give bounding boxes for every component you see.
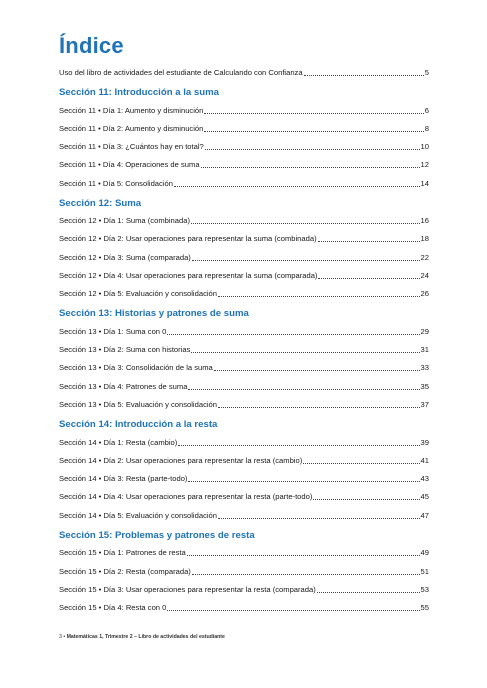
spacer [59, 226, 429, 234]
spacer [59, 373, 429, 381]
toc-entry-title: Sección 14 • Día 3: Resta (parte-todo) [59, 474, 188, 484]
spacer [59, 299, 429, 308]
toc-entry[interactable] [59, 216, 429, 226]
toc-entry-title: Sección 13 • Día 4: Patrones de suma [59, 381, 188, 391]
toc-entry-page-number: 41 [420, 455, 429, 465]
toc-entry-page-number: 24 [420, 271, 429, 281]
toc-entry-title: Sección 11 • Día 4: Operaciones de suma [59, 160, 200, 170]
toc-entry[interactable] [59, 382, 429, 392]
toc-entry-page-number: 33 [420, 363, 429, 373]
table-of-contents [59, 58, 429, 613]
toc-entry[interactable] [59, 603, 429, 613]
dot-leader [192, 253, 420, 261]
toc-entry[interactable] [59, 567, 429, 577]
toc-entry-page-number: 49 [420, 548, 429, 558]
toc-entry-page-number: 55 [420, 603, 429, 613]
toc-entry-page-number: 5 [424, 68, 429, 77]
spacer [59, 577, 429, 585]
spacer [59, 78, 429, 87]
toc-entry-title: Sección 12 • Día 4: Usar operaciones para representar la suma (comparada) [59, 271, 318, 281]
toc-entry-title: Sección 12 • Día 1: Suma (combinada) [59, 216, 190, 226]
toc-entry-title: Sección 14 • Día 4: Usar operaciones para representar la resta (parte-todo) [59, 492, 313, 502]
toc-entry[interactable] [59, 179, 429, 189]
toc-entry-title: Sección 11 • Día 5: Consolidación [59, 178, 173, 188]
toc-entry-title: Sección 13 • Día 3: Consolidación de la suma [59, 363, 213, 373]
toc-entry-title: Sección 15 • Día 2: Resta (comparada) [59, 566, 191, 576]
dot-leader [214, 363, 420, 371]
dot-leader [304, 68, 424, 76]
toc-entry-page-number: 37 [420, 400, 429, 410]
toc-entry-title: Sección 14 • Día 5: Evaluación y consolidación [59, 510, 218, 520]
toc-entry-title: Sección 12 • Día 5: Evaluación y consolidación [59, 289, 218, 299]
toc-entry[interactable] [59, 548, 429, 558]
toc-entry-page-number: 26 [420, 289, 429, 299]
dot-leader [167, 603, 419, 611]
toc-entry-page-number: 16 [420, 216, 429, 226]
toc-entry[interactable] [59, 271, 429, 281]
spacer [59, 337, 429, 345]
spacer [59, 152, 429, 160]
toc-entry-page-number: 53 [420, 584, 429, 594]
toc-entry-page-number: 39 [420, 437, 429, 447]
toc-entry-page-number: 35 [420, 381, 429, 391]
dot-leader [218, 511, 420, 519]
toc-entry[interactable] [59, 363, 429, 373]
dot-leader [188, 474, 419, 482]
spacer [59, 448, 429, 456]
spacer [59, 116, 429, 124]
toc-entry[interactable] [59, 474, 429, 484]
spacer [59, 521, 429, 530]
section-heading: Sección 12: Suma [59, 197, 142, 209]
dot-leader [191, 345, 419, 353]
toc-entry-title: Sección 15 • Día 3: Usar operaciones para representar la resta (comparada) [59, 584, 316, 594]
dot-leader [317, 585, 420, 593]
dot-leader [192, 567, 420, 575]
toc-entry-page-number: 6 [424, 105, 429, 115]
page-footer [59, 634, 225, 640]
toc-entry-title: Sección 13 • Día 1: Suma con 0 [59, 326, 167, 336]
dot-leader [178, 438, 419, 446]
toc-entry-title: Sección 14 • Día 1: Resta (cambio) [59, 437, 178, 447]
spacer [59, 134, 429, 142]
toc-entry[interactable] [59, 511, 429, 521]
dot-leader [167, 327, 419, 335]
dot-leader [191, 216, 420, 224]
dot-leader [205, 142, 420, 150]
dot-leader [318, 271, 419, 279]
spacer [59, 263, 429, 271]
toc-page [59, 34, 429, 613]
toc-entry[interactable] [59, 492, 429, 502]
spacer [59, 281, 429, 289]
toc-entry[interactable] [59, 142, 429, 152]
toc-entry-title: Sección 14 • Día 2: Usar operaciones para representar la resta (cambio) [59, 455, 303, 465]
toc-entry-title: Sección 11 • Día 1: Aumento y disminución [59, 105, 204, 115]
section-heading: Sección 15: Problemas y patrones de resta [59, 529, 255, 541]
section-heading: Sección 13: Historias y patrones de suma [59, 308, 249, 320]
spacer [59, 392, 429, 400]
dot-leader [188, 382, 419, 390]
toc-entry-title: Sección 11 • Día 2: Aumento y disminución [59, 123, 204, 133]
footer-text: Matemáticas 1, Trimestre 2 – Libro de actividades del estudiante [66, 634, 225, 640]
spacer [59, 410, 429, 419]
dot-leader [204, 106, 423, 114]
toc-entry-page-number: 14 [420, 178, 429, 188]
dot-leader [318, 234, 420, 242]
toc-entry-title: Sección 15 • Día 1: Patrones de resta [59, 548, 186, 558]
toc-entry-title: Sección 13 • Día 2: Suma con historias [59, 345, 191, 355]
dot-leader [174, 179, 420, 187]
spacer [59, 58, 429, 68]
toc-entry-page-number: 12 [420, 160, 429, 170]
toc-entry-title: Sección 15 • Día 4: Resta con 0 [59, 603, 167, 613]
toc-entry[interactable] [59, 345, 429, 355]
toc-entry-page-number: 51 [420, 566, 429, 576]
toc-entry[interactable] [59, 585, 429, 595]
spacer [59, 558, 429, 566]
footer-bullet: • [63, 634, 67, 640]
toc-entry[interactable] [59, 289, 429, 299]
toc-entry[interactable] [59, 234, 429, 244]
toc-entry-page-number: 29 [420, 326, 429, 336]
toc-entry[interactable] [59, 68, 429, 78]
toc-entry[interactable] [59, 327, 429, 337]
toc-entry[interactable] [59, 124, 429, 134]
section-heading: Sección 11: Introducción a la suma [59, 87, 219, 98]
toc-entry-title: Sección 12 • Día 2: Usar operaciones para representar la suma (combinada) [59, 234, 317, 244]
page-title: Índice [59, 33, 124, 58]
toc-entry-page-number: 31 [420, 345, 429, 355]
toc-entry[interactable] [59, 106, 429, 116]
toc-entry-title: Sección 11 • Día 3: ¿Cuántos hay en total? [59, 142, 204, 152]
toc-entry[interactable] [59, 438, 429, 448]
spacer [59, 244, 429, 252]
spacer [59, 170, 429, 178]
spacer [59, 502, 429, 510]
dot-leader [218, 400, 420, 408]
dot-leader [218, 289, 420, 297]
toc-entry[interactable] [59, 253, 429, 263]
toc-entry-title: Uso del libro de actividades del estudiante de Calculando con Confianza [59, 68, 303, 77]
dot-leader [204, 124, 423, 132]
toc-entry[interactable] [59, 456, 429, 466]
toc-entry[interactable] [59, 160, 429, 170]
spacer [59, 189, 429, 198]
section-heading: Sección 14: Introducción a la resta [59, 419, 218, 431]
toc-entry-page-number: 43 [420, 474, 429, 484]
toc-entry-page-number: 10 [420, 142, 429, 152]
dot-leader [303, 456, 419, 464]
spacer [59, 466, 429, 474]
dot-leader [313, 492, 419, 500]
toc-entry-page-number: 45 [420, 492, 429, 502]
dot-leader [187, 548, 420, 556]
toc-entry[interactable] [59, 400, 429, 410]
toc-entry-title: Sección 12 • Día 3: Suma (comparada) [59, 252, 191, 262]
toc-entry-page-number: 18 [420, 234, 429, 244]
spacer [59, 595, 429, 603]
toc-entry-page-number: 22 [420, 252, 429, 262]
toc-entry-page-number: 47 [420, 510, 429, 520]
toc-entry-page-number: 8 [424, 123, 429, 133]
toc-entry-title: Sección 13 • Día 5: Evaluación y consolidación [59, 400, 218, 410]
dot-leader [201, 160, 420, 168]
footer-page-number: 3 [59, 634, 62, 640]
spacer [59, 355, 429, 363]
spacer [59, 484, 429, 492]
